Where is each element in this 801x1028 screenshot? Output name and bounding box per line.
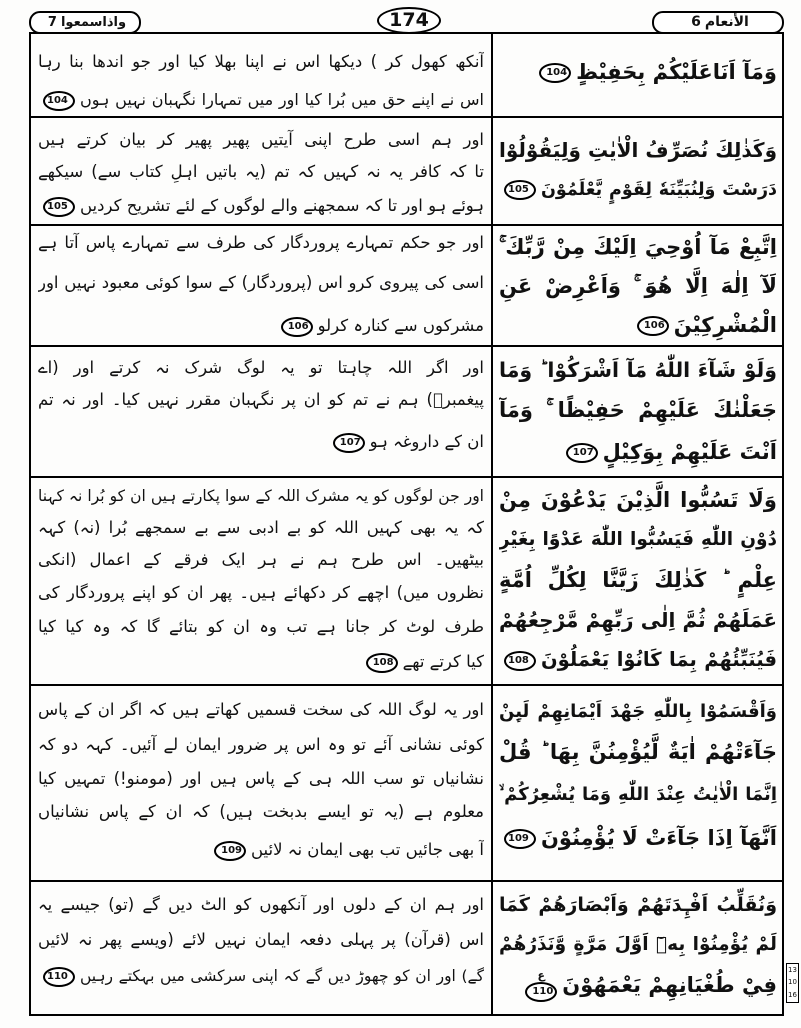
urdu-line-text: اور اگر اللہ چاہتا تو یہ لوگ شرک نہ کرتے اور (اے (38, 358, 484, 377)
ruku-sign: ع (537, 969, 546, 982)
arabic-line (499, 227, 777, 267)
urdu-line (38, 353, 484, 383)
verse-number-marker: 109 (214, 841, 246, 861)
urdu-line (38, 730, 484, 760)
urdu-line-text: ان کے داروغہ ہو (369, 432, 484, 451)
arabic-line-text: اَنَّهَآ اِذَا جَآءَتْ لَا يُؤْمِنُوْنَ (541, 826, 777, 850)
urdu-line-text: آنکھ کھول کر ) دیکھا اس نے اپنا بھلا کیا اور جو اندھا بنا رہا (38, 52, 484, 71)
urdu-line-text: اور ہم اسی طرح اپنی آیتیں پھیر پھیر کر بیان کرتے ہیں (38, 130, 484, 149)
verse-number-marker: 104 (43, 91, 75, 111)
urdu-line (38, 961, 484, 991)
arabic-line (499, 350, 777, 390)
urdu-line (38, 228, 484, 258)
verse-number-marker: 109 (504, 829, 536, 849)
verse-number-marker: 106 (637, 316, 669, 336)
verse-number-marker: 107 (566, 443, 598, 463)
arabic-line-text: وَاَقْسَمُوْا بِاللّٰهِ جَهْدَ اَيْمَانِهِمْ لَىِٕنْ (499, 701, 777, 722)
surah-name: الأنعام (704, 14, 749, 30)
para-number: 7 (47, 15, 57, 30)
arabic-line (499, 266, 777, 306)
arabic-line (499, 775, 777, 815)
arabic-line-text: وَنُقَلِّبُ اَفْـِٕدَتَهُمْ وَاَبْصَارَهُمْ كَمَا (499, 894, 777, 916)
urdu-line (38, 890, 484, 920)
urdu-line-text: اور جو حکم تمہارے پروردگار کی طرف سے تمہارے پاس آتا ہے (38, 233, 484, 252)
arabic-line (499, 560, 777, 600)
urdu-line-text: اور ہم ان کے دلوں اور آنکھوں کو الٹ دیں گے (تو) جیسے یہ (38, 895, 484, 914)
arabic-line (499, 692, 777, 732)
urdu-line-text: اور جن لوگوں کو یہ مشرک اللہ کے سوا پکارتے ہیں ان کو بُرا نہ کہنا (38, 487, 484, 505)
urdu-line (38, 385, 484, 415)
arabic-line-text: دَرَسْتَ وَلِنُبَيِّنَهٗ لِقَوْمٍ يَّعْلَمُوْنَ (541, 180, 777, 200)
urdu-line (38, 764, 484, 794)
urdu-line-text: مشرکوں سے کنارہ کرلو (317, 316, 484, 335)
arabic-line-text: وَكَذٰلِكَ نُصَرِّفُ الْاٰيٰتِ وَلِيَقُوْلُوْا (499, 138, 777, 162)
urdu-line-text: طرف لوٹ کر جانا ہے تب وہ ان کو بتائے گا کہ وہ کیا کیا (38, 617, 484, 636)
arabic-line (499, 818, 777, 858)
urdu-line (38, 47, 484, 77)
arabic-line (499, 732, 777, 772)
arabic-line (499, 390, 777, 430)
ruku-count-value: 13 (788, 965, 797, 974)
urdu-line-text: کوئی نشانی آئے تو وہ اس پر ضرور ایمان لے آئیں۔ کہہ دو کہ (38, 735, 484, 754)
urdu-line-text: اس نے اپنے حق میں بُرا کیا اور میں تمہارا نگہبان نہیں ہوں (80, 90, 484, 109)
urdu-line (38, 268, 484, 298)
urdu-line (38, 835, 484, 865)
arabic-line-text: عَمَلَهُمْ ثُمَّ اِلٰى رَبِّهِمْ مَّرْجِعُهُمْ (499, 608, 777, 632)
urdu-line (38, 427, 484, 457)
arabic-line (499, 130, 777, 170)
arabic-line-text: عِلْمٍ ؕ كَذٰلِكَ زَيَّنَّا لِكُلِّ اُمَّةٍ (499, 568, 777, 592)
row-separator (29, 880, 784, 882)
surah-number: 6 (691, 14, 701, 30)
para-name: واذاسمعوا (60, 15, 127, 30)
arabic-line (499, 305, 777, 345)
urdu-line (38, 85, 484, 115)
urdu-line (38, 191, 484, 221)
arabic-line (499, 480, 777, 520)
arabic-line-text: اِتَّبِعْ مَآ اُوْحِيَ اِلَيْكَ مِنْ رَّبِّكَ ۚ (499, 235, 777, 259)
urdu-line-text: کیا کرتے تھے (402, 652, 484, 671)
urdu-line (38, 481, 484, 511)
arabic-line-text: جَآءَتْهُمْ اٰيَةٌ لَّيُؤْمِنُنَّ بِهَا ؕ قُلْ (499, 740, 777, 764)
urdu-line (38, 157, 484, 187)
urdu-line (38, 545, 484, 575)
arabic-line (499, 885, 777, 925)
arabic-line-text: اَنْتَ عَلَيْهِمْ بِوَكِيْلٍ (602, 440, 777, 464)
arabic-line (499, 600, 777, 640)
urdu-line-text: نشانیاں تو سب اللہ ہی کے پاس ہیں اور (مومنو!) تمہیں کیا (38, 769, 484, 788)
arabic-line-text: دُوْنِ اللّٰهِ فَيَسُبُّوا اللّٰهَ عَدْوًا بِغَيْرِ (499, 529, 777, 550)
arabic-line (499, 170, 777, 210)
verse-number-marker: 107 (333, 433, 365, 453)
urdu-line-text: معلوم ہے (یہ تو ایسے بدبخت ہیں) کہ ان کے پاس نشانیاں (38, 802, 484, 821)
arabic-line-text: فِيْ طُغْيَانِهِمْ يَعْمَهُوْنَ (562, 973, 777, 997)
urdu-line-text: اس (قرآن) پر پہلی دفعہ ایمان نہیں لائے (ویسے پھر نہ لائیں (38, 930, 484, 949)
ruku-count-value: 16 (788, 991, 797, 1000)
urdu-line-text: نظروں میں) اچھے کر دکھائے ہیں۔ پھر ان کو اپنے پروردگار کی (38, 583, 484, 602)
arabic-line-text: وَلَوْ شَآءَ اللّٰهُ مَآ اَشْرَكُوْا ؕ وَمَا (499, 358, 777, 382)
urdu-line-text: ہوئے ہو اور تا کہ سمجھنے والے لوگوں کے لئے تشریح کردیں (80, 196, 484, 215)
urdu-line (38, 513, 484, 543)
urdu-line (38, 612, 484, 642)
arabic-line (499, 52, 777, 92)
arabic-line (499, 925, 777, 965)
verse-number-marker: 105 (43, 197, 75, 217)
page-number-badge (377, 7, 441, 34)
verse-number-marker: 108 (366, 653, 398, 673)
row-separator (29, 476, 784, 478)
arabic-line-text: الْمُشْرِكِيْنَ (673, 313, 777, 337)
row-separator (29, 345, 784, 347)
arabic-line-text: وَمَآ اَنَاعَلَيْكُمْ بِحَفِيْظٍ (576, 60, 777, 84)
urdu-line-text: گے) اور ان کو چھوڑ دیں گے کہ اپنی سرکشی میں بہکتے رہیں (80, 967, 484, 985)
urdu-line-text: آ بھی جائیں تب بھی ایمان نہ لائیں (250, 840, 484, 859)
arabic-line-text: وَلَا تَسُبُّوا الَّذِيْنَ يَدْعُوْنَ مِنْ (499, 488, 777, 512)
arabic-line (499, 640, 777, 680)
verse-number-marker: 106 (281, 317, 313, 337)
urdu-line (38, 797, 484, 827)
arabic-line (499, 520, 777, 560)
page-number: 174 (389, 9, 429, 31)
verse-number-marker: 105 (504, 180, 536, 200)
arabic-line-text: لَمْ يُؤْمِنُوْا بِهٖٓ اَوَّلَ مَرَّةٍ وَّنَذَرُهُمْ (499, 934, 777, 955)
row-separator (29, 684, 784, 686)
urdu-line (38, 578, 484, 608)
row-separator (29, 224, 784, 226)
arabic-line-text: لَآ اِلٰهَ اِلَّا هُوَ ۚ وَاَعْرِضْ عَنِ (499, 274, 777, 298)
urdu-line (38, 925, 484, 955)
arabic-line (499, 965, 777, 1005)
urdu-line (38, 311, 484, 341)
verse-number-marker: 108 (504, 651, 536, 671)
column-divider (491, 32, 493, 1016)
surah-label (652, 11, 784, 34)
verse-number-marker: 104 (539, 63, 571, 83)
para-label (29, 11, 141, 34)
arabic-line (499, 432, 777, 472)
urdu-line-text: پیغمبرؐ) ہم نے تم کو ان پر نگہبان مقرر نہیں کیا۔ اور نہ تم (38, 390, 484, 409)
urdu-line (38, 647, 484, 677)
urdu-line-text: تا کہ کافر یہ نہ کہیں کہ تم (یہ باتیں اہلِ کتاب سے) سیکھے (38, 162, 484, 181)
arabic-line-text: اِنَّمَا الْاٰيٰتُ عِنْدَ اللّٰهِ وَمَا يُشْعِرُكُمْ ۙ (499, 784, 777, 805)
arabic-line-text: جَعَلْنٰكَ عَلَيْهِمْ حَفِيْظًا ۚ وَمَآ (499, 398, 777, 422)
urdu-line (38, 125, 484, 155)
verse-number-marker: 110 (43, 967, 75, 987)
urdu-line-text: کہ یہ بھی کہیں اللہ کو بے ادبی سے بے سمجھے بُرا (نہ) کہہ (38, 518, 484, 537)
urdu-line-text: اور یہ لوگ اللہ کی سخت قسمیں کھاتے ہیں کہ اگر ان کے پاس (38, 700, 484, 719)
ruku-count-box (786, 963, 799, 1003)
row-separator (29, 116, 784, 118)
urdu-line (38, 695, 484, 725)
ruku-count-value: 10 (788, 978, 797, 987)
verse-number-marker: 110 (525, 982, 557, 1002)
ruku-end-marker (525, 970, 557, 1002)
urdu-line-text: بیٹھیں۔ اس طرح ہم نے ہر ایک فرقے کے اعمال (انکی (38, 550, 484, 569)
arabic-line-text: فَيُنَبِّئُهُمْ بِمَا كَانُوْا يَعْمَلُوْنَ (541, 648, 777, 671)
urdu-line-text: اسی کی پیروی کرو اس (پروردگار) کے سوا کوئی معبود نہیں اور (38, 273, 484, 292)
